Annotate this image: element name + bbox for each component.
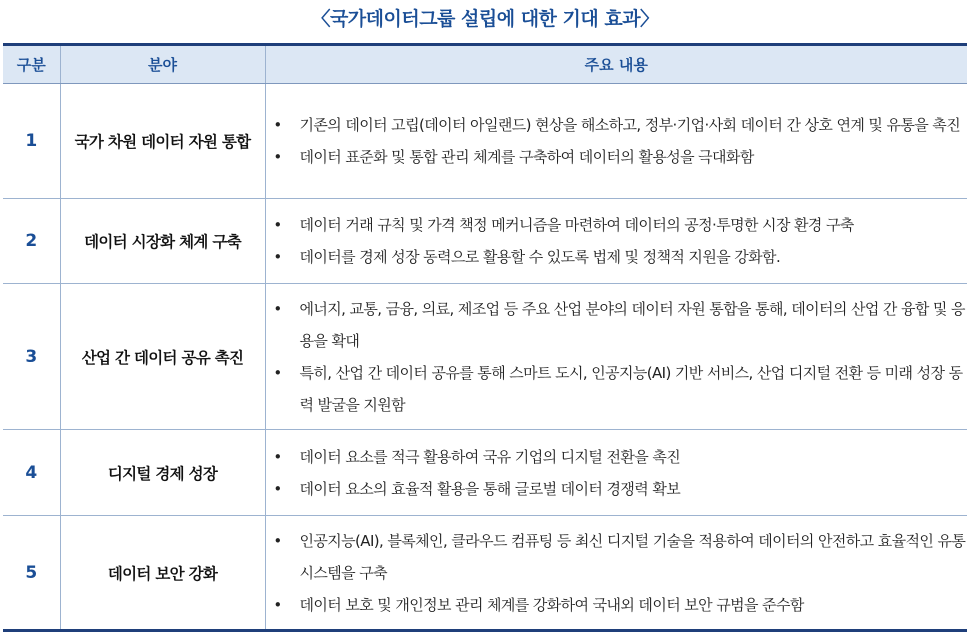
bullet-text: 특히, 산업 간 데이터 공유를 통해 스마트 도시, 인공지능(AI) 기반 서비스, 산업 디지털 전환 등 미래 성장 동력 발굴을 지원함: [299, 363, 963, 414]
bullet-text: 인공지능(AI), 블록체인, 클라우드 컴퓨팅 등 최신 디지털 기술을 적용하여 데이터의 안전하고 효율적인 유통 시스템을 구축: [299, 531, 966, 582]
expected-effects-table: [3, 43, 967, 632]
table-row: [3, 84, 967, 199]
row-number: 1: [3, 84, 60, 199]
bullet-text: 데이터 요소를 적극 활용하여 국유 기업의 디지털 전환을 촉진: [299, 447, 681, 466]
bullet-text: 데이터 요소의 효율적 활용을 통해 글로벌 데이터 경쟁력 확보: [299, 479, 681, 498]
row-content: [265, 199, 967, 284]
bullet-item: [266, 293, 968, 357]
bullet-item: [266, 209, 968, 241]
table-row: [3, 516, 967, 631]
bullet-icon: •: [273, 299, 282, 318]
table-header-row: [3, 45, 967, 84]
document-title: 〈국가데이터그룹 설립에 대한 기대 효과〉: [311, 8, 659, 30]
bullet-item: [266, 241, 968, 273]
bullet-item: [266, 109, 968, 141]
bullet-icon: •: [273, 595, 282, 614]
bullet-text: 데이터를 경제 성장 동력으로 활용할 수 있도록 법제 및 정책적 지원을 강화함.: [299, 248, 781, 266]
row-content: [265, 284, 967, 430]
bullet-icon: •: [273, 479, 282, 498]
bullet-icon: •: [273, 531, 282, 550]
header-category: 구분: [3, 45, 60, 84]
bullet-list: [266, 293, 968, 421]
bullet-item: [266, 357, 968, 421]
bullet-text: 데이터 표준화 및 통합 관리 체계를 구축하여 데이터의 활용성을 극대화함: [299, 148, 754, 166]
row-number: 2: [3, 199, 60, 284]
row-content: [265, 430, 967, 516]
bullet-item: [266, 525, 968, 589]
bullet-icon: •: [273, 116, 282, 134]
bullet-list: [266, 525, 968, 621]
bullet-item: [266, 441, 968, 473]
bullet-icon: •: [273, 447, 282, 466]
table-row: [3, 430, 967, 516]
row-field: 산업 간 데이터 공유 촉진: [60, 284, 265, 430]
bullet-list: [266, 109, 968, 173]
bullet-item: [266, 141, 968, 173]
row-number: 3: [3, 284, 60, 430]
bullet-icon: •: [273, 216, 282, 234]
bullet-list: [266, 441, 968, 505]
row-field: 데이터 시장화 체계 구축: [60, 199, 265, 284]
bullet-text: 기존의 데이터 고립(데이터 아일랜드) 현상을 해소하고, 정부·기업·사회 데이터 간 상호 연계 및 유통을 촉진: [299, 116, 961, 134]
bullet-icon: •: [273, 148, 282, 166]
bullet-icon: •: [273, 248, 282, 266]
table-row: [3, 284, 967, 430]
bullet-item: [266, 589, 968, 621]
bullet-icon: •: [273, 363, 282, 382]
row-number: 5: [3, 516, 60, 631]
bullet-text: 데이터 거래 규칙 및 가격 책정 메커니즘을 마련하여 데이터의 공정·투명한 시장 환경 구축: [299, 216, 854, 234]
row-content: [265, 516, 967, 631]
row-field: 국가 차원 데이터 자원 통합: [60, 84, 265, 199]
header-main-content: 주요 내용: [265, 45, 967, 84]
row-field: 데이터 보안 강화: [60, 516, 265, 631]
row-number: 4: [3, 430, 60, 516]
bullet-text: 에너지, 교통, 금융, 의료, 제조업 등 주요 산업 분야의 데이터 자원 통합을 통해, 데이터의 산업 간 융합 및 응용을 확대: [299, 299, 965, 350]
row-content: [265, 84, 967, 199]
bullet-item: [266, 473, 968, 505]
header-field: 분야: [60, 45, 265, 84]
table-row: [3, 199, 967, 284]
row-field: 디지털 경제 성장: [60, 430, 265, 516]
bullet-list: [266, 209, 968, 273]
bullet-text: 데이터 보호 및 개인정보 관리 체계를 강화하여 국내외 데이터 보안 규범을 준수함: [299, 595, 804, 614]
